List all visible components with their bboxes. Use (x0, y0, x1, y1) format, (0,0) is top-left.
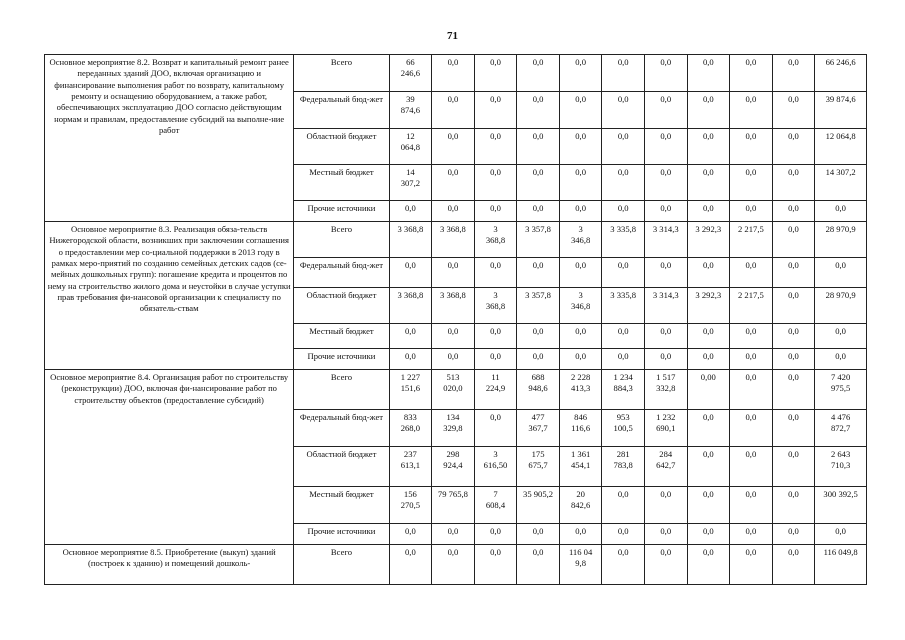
year-value: 0,0 (772, 447, 815, 487)
year-value: 0,0 (772, 92, 815, 129)
year-value: 0,0 (474, 201, 517, 222)
year-value: 0,0 (730, 129, 773, 165)
year-value: 1 232 690,1 (644, 410, 687, 447)
year-value: 0,0 (517, 349, 560, 370)
year-value: 0,0 (474, 92, 517, 129)
year-value: 0,0 (432, 55, 475, 92)
year-value: 3 357,8 (517, 288, 560, 324)
year-value: 0,0 (432, 165, 475, 201)
year-value: 0,0 (730, 258, 773, 288)
year-value: 0,0 (432, 349, 475, 370)
year-value: 0,0 (687, 258, 730, 288)
total-value: 28 970,9 (815, 222, 867, 258)
year-value: 237 613,1 (389, 447, 432, 487)
year-value: 0,0 (517, 324, 560, 349)
year-value: 0,0 (474, 349, 517, 370)
year-value: 1 361 454,1 (559, 447, 602, 487)
year-value: 0,0 (517, 524, 560, 545)
year-value: 0,0 (474, 545, 517, 585)
year-value: 1 227 151,6 (389, 370, 432, 410)
year-value: 0,0 (772, 222, 815, 258)
year-value: 0,0 (772, 258, 815, 288)
funding-source: Местный бюджет (294, 487, 389, 524)
year-value: 0,0 (730, 201, 773, 222)
year-value: 0,0 (432, 324, 475, 349)
year-value: 0,0 (602, 201, 645, 222)
year-value: 0,0 (389, 524, 432, 545)
year-value: 0,0 (432, 524, 475, 545)
table-row (45, 545, 867, 585)
table-body (45, 55, 867, 585)
year-value: 0,0 (730, 524, 773, 545)
year-value: 0,0 (772, 288, 815, 324)
funding-source: Областной бюджет (294, 288, 389, 324)
year-value: 0,0 (772, 410, 815, 447)
year-value: 0,0 (474, 55, 517, 92)
total-value: 0,0 (815, 524, 867, 545)
measure-description: Основное мероприятие 8.5. Приобретение (выкуп) зданий (построек к зданию) и помещений дошколь- (45, 545, 294, 585)
year-value: 0,0 (602, 349, 645, 370)
year-value: 0,0 (687, 92, 730, 129)
year-value: 0,0 (432, 129, 475, 165)
year-value: 0,0 (474, 324, 517, 349)
funding-source: Федеральный бюд-жет (294, 258, 389, 288)
budget-table (44, 54, 867, 585)
total-value: 2 643 710,3 (815, 447, 867, 487)
year-value: 3 368,8 (432, 288, 475, 324)
year-value: 3 357,8 (517, 222, 560, 258)
year-value: 0,0 (644, 524, 687, 545)
table-row (45, 222, 867, 258)
year-value: 0,0 (730, 545, 773, 585)
funding-source: Всего (294, 222, 389, 258)
total-value: 0,0 (815, 324, 867, 349)
year-value: 0,0 (730, 370, 773, 410)
year-value: 3 368,8 (389, 288, 432, 324)
total-value: 0,0 (815, 258, 867, 288)
year-value: 0,0 (730, 349, 773, 370)
funding-source: Федеральный бюд-жет (294, 410, 389, 447)
measure-description: Основное мероприятие 8.2. Возврат и капитальный ремонт ранее переданных зданий ДОО, включая организацию и финансирование выполнения работ по возврату, капитальному ремонту и оснащению оборудованием, а также работ, обеспечивающих эксплуатацию ДОО согласно действующим нормам и правилам, предоставление субсидий на выполне-ние работ (45, 55, 294, 222)
total-value: 7 420 975,5 (815, 370, 867, 410)
year-value: 0,0 (602, 524, 645, 545)
year-value: 3 314,3 (644, 288, 687, 324)
funding-source: Прочие источники (294, 349, 389, 370)
funding-source: Областной бюджет (294, 129, 389, 165)
year-value: 0,0 (559, 201, 602, 222)
year-value: 20 842,6 (559, 487, 602, 524)
year-value: 3 368,8 (474, 288, 517, 324)
year-value: 0,0 (559, 349, 602, 370)
year-value: 1 517 332,8 (644, 370, 687, 410)
year-value: 1 234 884,3 (602, 370, 645, 410)
year-value: 0,0 (730, 165, 773, 201)
year-value: 2 217,5 (730, 222, 773, 258)
year-value: 79 765,8 (432, 487, 475, 524)
year-value: 3 368,8 (432, 222, 475, 258)
year-value: 0,0 (687, 55, 730, 92)
year-value: 0,0 (602, 55, 645, 92)
year-value: 0,0 (644, 545, 687, 585)
year-value: 7 608,4 (474, 487, 517, 524)
year-value: 0,0 (772, 129, 815, 165)
year-value: 0,0 (687, 487, 730, 524)
year-value: 0,0 (687, 165, 730, 201)
year-value: 3 292,3 (687, 222, 730, 258)
year-value: 0,0 (432, 258, 475, 288)
year-value: 3 335,8 (602, 288, 645, 324)
year-value: 953 100,5 (602, 410, 645, 447)
year-value: 2 228 413,3 (559, 370, 602, 410)
total-value: 12 064,8 (815, 129, 867, 165)
year-value: 0,0 (517, 92, 560, 129)
table-row (45, 370, 867, 410)
year-value: 688 948,6 (517, 370, 560, 410)
year-value: 0,0 (389, 349, 432, 370)
year-value: 0,0 (772, 370, 815, 410)
year-value: 0,0 (644, 201, 687, 222)
year-value: 35 905,2 (517, 487, 560, 524)
year-value: 0,0 (517, 545, 560, 585)
total-value: 4 476 872,7 (815, 410, 867, 447)
year-value: 3 346,8 (559, 288, 602, 324)
funding-source: Местный бюджет (294, 324, 389, 349)
year-value: 0,0 (772, 324, 815, 349)
year-value: 281 783,8 (602, 447, 645, 487)
total-value: 14 307,2 (815, 165, 867, 201)
year-value: 0,0 (730, 487, 773, 524)
year-value: 0,0 (559, 324, 602, 349)
year-value: 0,0 (687, 410, 730, 447)
year-value: 0,0 (772, 487, 815, 524)
year-value: 11 224,9 (474, 370, 517, 410)
year-value: 0,0 (432, 201, 475, 222)
year-value: 0,0 (474, 129, 517, 165)
year-value: 66 246,6 (389, 55, 432, 92)
total-value: 300 392,5 (815, 487, 867, 524)
year-value: 3 292,3 (687, 288, 730, 324)
year-value: 0,0 (644, 349, 687, 370)
year-value: 0,0 (644, 487, 687, 524)
year-value: 0,0 (517, 129, 560, 165)
year-value: 0,0 (687, 201, 730, 222)
year-value: 0,0 (687, 349, 730, 370)
year-value: 0,0 (474, 258, 517, 288)
year-value: 116 04 9,8 (559, 545, 602, 585)
year-value: 0,0 (432, 545, 475, 585)
year-value: 2 217,5 (730, 288, 773, 324)
year-value: 0,0 (687, 324, 730, 349)
year-value: 0,0 (730, 92, 773, 129)
year-value: 0,0 (389, 201, 432, 222)
year-value: 0,0 (517, 258, 560, 288)
page-number: 71 (447, 30, 458, 42)
year-value: 846 116,6 (559, 410, 602, 447)
year-value: 0,0 (559, 258, 602, 288)
year-value: 0,0 (602, 324, 645, 349)
year-value: 175 675,7 (517, 447, 560, 487)
year-value: 0,0 (772, 201, 815, 222)
year-value: 0,0 (559, 524, 602, 545)
year-value: 0,0 (687, 524, 730, 545)
year-value: 284 642,7 (644, 447, 687, 487)
year-value: 0,0 (772, 55, 815, 92)
year-value: 0,0 (602, 92, 645, 129)
year-value: 0,0 (389, 258, 432, 288)
year-value: 0,0 (772, 524, 815, 545)
year-value: 0,0 (559, 92, 602, 129)
year-value: 3 335,8 (602, 222, 645, 258)
year-value: 156 270,5 (389, 487, 432, 524)
year-value: 0,0 (644, 165, 687, 201)
year-value: 0,00 (687, 370, 730, 410)
funding-source: Всего (294, 545, 389, 585)
year-value: 0,0 (687, 447, 730, 487)
total-value: 66 246,6 (815, 55, 867, 92)
year-value: 0,0 (517, 201, 560, 222)
year-value: 0,0 (559, 55, 602, 92)
year-value: 0,0 (474, 524, 517, 545)
year-value: 0,0 (730, 55, 773, 92)
year-value: 39 874,6 (389, 92, 432, 129)
year-value: 0,0 (687, 129, 730, 165)
year-value: 12 064,8 (389, 129, 432, 165)
year-value: 0,0 (730, 447, 773, 487)
year-value: 0,0 (644, 55, 687, 92)
measure-description: Основное мероприятие 8.4. Организация работ по строительству (реконструкции) ДОО, включая фи-нансирование работ по строительству объектов (предоставление субсидий) (45, 370, 294, 545)
year-value: 0,0 (432, 92, 475, 129)
total-value: 116 049,8 (815, 545, 867, 585)
table-row (45, 55, 867, 92)
year-value: 298 924,4 (432, 447, 475, 487)
year-value: 14 307,2 (389, 165, 432, 201)
funding-source: Прочие источники (294, 524, 389, 545)
year-value: 0,0 (644, 92, 687, 129)
year-value: 0,0 (644, 258, 687, 288)
year-value: 3 346,8 (559, 222, 602, 258)
total-value: 39 874,6 (815, 92, 867, 129)
funding-source: Федеральный бюд-жет (294, 92, 389, 129)
year-value: 513 020,0 (432, 370, 475, 410)
measure-description: Основное мероприятие 8.3. Реализация обяза-тельств Нижегородской области, возникших при заключении соглашения о предоставлении мер со-циальной поддержки в 2013 году в рамках меро-приятий по созданию семейных детских садов (се-мейных дошкольных групп): погашение кредита и процентов по нему на строительство жилого дома и неустойки в случае уступки прав требования фи-нансовой организации к специалисту по обязатель-ствам (45, 222, 294, 370)
year-value: 3 368,8 (389, 222, 432, 258)
year-value: 477 367,7 (517, 410, 560, 447)
year-value: 0,0 (772, 545, 815, 585)
year-value: 0,0 (772, 165, 815, 201)
funding-source: Всего (294, 55, 389, 92)
year-value: 0,0 (389, 324, 432, 349)
year-value: 0,0 (517, 55, 560, 92)
funding-source: Областной бюджет (294, 447, 389, 487)
year-value: 0,0 (730, 410, 773, 447)
year-value: 3 616,50 (474, 447, 517, 487)
year-value: 833 268,0 (389, 410, 432, 447)
total-value: 0,0 (815, 349, 867, 370)
funding-source: Прочие источники (294, 201, 389, 222)
year-value: 0,0 (517, 165, 560, 201)
funding-source: Местный бюджет (294, 165, 389, 201)
year-value: 0,0 (559, 165, 602, 201)
year-value: 0,0 (772, 349, 815, 370)
year-value: 0,0 (602, 258, 645, 288)
year-value: 0,0 (602, 165, 645, 201)
year-value: 0,0 (602, 129, 645, 165)
year-value: 0,0 (644, 129, 687, 165)
year-value: 0,0 (687, 545, 730, 585)
year-value: 0,0 (474, 165, 517, 201)
year-value: 0,0 (559, 129, 602, 165)
year-value: 134 329,8 (432, 410, 475, 447)
year-value: 3 314,3 (644, 222, 687, 258)
year-value: 0,0 (644, 324, 687, 349)
total-value: 28 970,9 (815, 288, 867, 324)
year-value: 0,0 (474, 410, 517, 447)
year-value: 3 368,8 (474, 222, 517, 258)
year-value: 0,0 (730, 324, 773, 349)
year-value: 0,0 (602, 487, 645, 524)
funding-source: Всего (294, 370, 389, 410)
total-value: 0,0 (815, 201, 867, 222)
year-value: 0,0 (602, 545, 645, 585)
year-value: 0,0 (389, 545, 432, 585)
